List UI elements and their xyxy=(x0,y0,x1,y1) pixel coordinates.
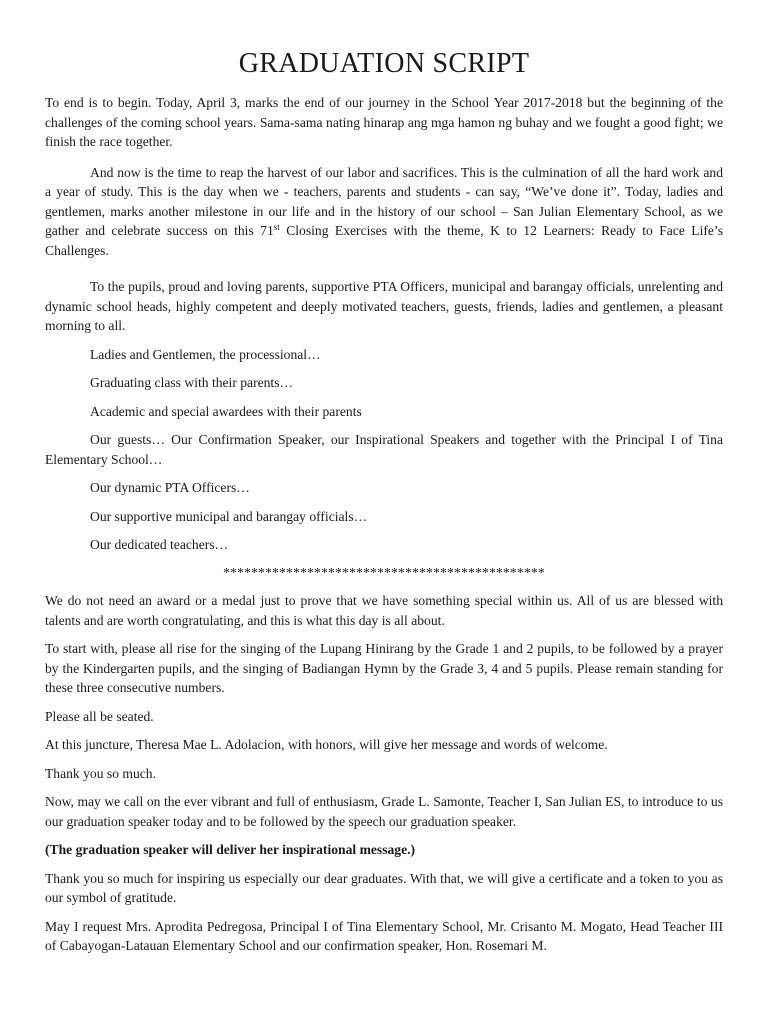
paragraph-welcome-message: At this juncture, Theresa Mae L. Adolacion, with honors, will give her message and words of welcome. xyxy=(45,737,608,752)
document-title: GRADUATION SCRIPT xyxy=(238,48,530,79)
paragraph-harvest-text: And now is the time to reap the harvest of our labor and sacrifices. This is the culmination of all the hard work and a year of study. This is the day when we - teachers, parents and students - can say, “We’ve done it”. Today, ladies and gentlemen, marks another milestone in our life and in the history of our school – San Julian Elementary School, as we gather and celebrate success on this 71 xyxy=(45,164,723,238)
paragraph-introduce-speaker: Now, may we call on the ever vibrant and full of enthusiasm, Grade L. Samonte, Teacher I, San Julian ES, to introduce to us our graduation speaker today and to be followed by the speech our graduation speaker. xyxy=(45,794,723,829)
paragraph-awardees: Academic and special awardees with their parents xyxy=(90,403,362,419)
paragraph-national-anthem: To start with, please all rise for the singing of the Lupang Hinirang by the Grade 1 and 2 pupils, to be followed by a prayer by the Kindergarten pupils, and the singing of Badiangan Hymn by the Grade 3, 4 and 5 pupils. Please remain standing for these three consecutive numbers. xyxy=(45,641,723,695)
ordinal-superscript: st xyxy=(273,222,280,232)
paragraph-guests: Our guests… Our Confirmation Speaker, our Inspirational Speakers and together with the Principal I of Tina Elementary School… xyxy=(45,432,723,467)
paragraph-officials: Our supportive municipal and barangay officials… xyxy=(90,508,368,524)
paragraph-processional: Ladies and Gentlemen, the processional… xyxy=(90,346,321,362)
paragraph-be-seated: Please all be seated. xyxy=(45,708,154,724)
paragraph-pta-officers: Our dynamic PTA Officers… xyxy=(90,480,250,495)
paragraph-graduating-class: Graduating class with their parents… xyxy=(90,375,294,390)
paragraph-award: We do not need an award or a medal just to prove that we have something special within us. All of us are blessed with talents and are worth congratulating, and this is what this day is all about. xyxy=(45,593,723,628)
paragraph-gratitude: Thank you so much for inspiring us especially our dear graduates. With that, we will give a certificate and a token to you as our symbol of gratitude. xyxy=(45,870,723,905)
asterisk-separator: ********************************************** xyxy=(223,564,545,580)
paragraph-thank-you: Thank you so much. xyxy=(45,765,157,781)
paragraph-greeting: To the pupils, proud and loving parents, supportive PTA Officers, municipal and barangay officials, unrelenting and dynamic school heads, highly competent and deeply motivated teachers, guests, friends, ladies and gentlemen, a pleasant morning to all. xyxy=(45,279,723,333)
paragraph-request: May I request Mrs. Aprodita Pedregosa, Principal I of Tina Elementary School, Mr. Crisanto M. Mogato, Head Teacher III of Cabayogan-Latauan Elementary School and our confirmation speaker, Hon. Rosemari M. xyxy=(45,918,723,953)
paragraph-harvest-theme: Closing Exercises with the theme, K to 12 Learners: Ready to Face Life’s Challenges. xyxy=(45,223,723,258)
paragraph-speaker-note: (The graduation speaker will deliver her inspirational message.) xyxy=(45,842,416,857)
paragraph-harvest xyxy=(45,163,723,261)
paragraph-opening: To end is to begin. Today, April 3, marks the end of our journey in the School Year 2017-2018 but the beginning of the challenges of the coming school years. Sama-sama nating hinarap ang mga hamon ng buhay and we fought a good fight; we finish the race together. xyxy=(45,95,723,149)
paragraph-teachers: Our dedicated teachers… xyxy=(90,537,229,552)
